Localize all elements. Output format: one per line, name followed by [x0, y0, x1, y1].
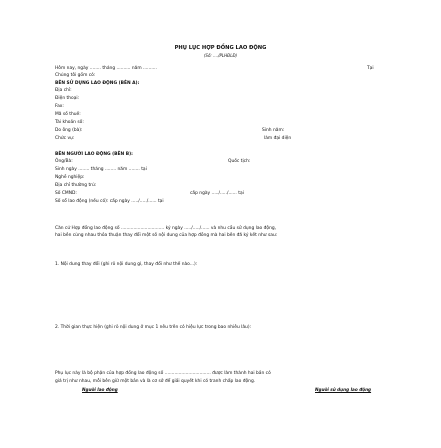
employee-field: Số sổ lao động (nếu có): cấp ngày ...../...../...... tại	[55, 199, 164, 204]
employee-signature-label: Người lao động	[82, 387, 118, 392]
employee-field: Sinh ngày ........ tháng ........ năm ........ tại	[55, 167, 147, 172]
employer-field: Chức vụ:	[55, 136, 75, 141]
place-label: Tại	[367, 66, 374, 71]
birth-year-label: Sinh năm:	[262, 128, 285, 133]
closing-paragraph: Phụ lục này là bộ phận của hợp đồng lao động số ................................. được làm thành hai bản có	[55, 371, 271, 376]
closing-paragraph: giá trị như nhau, mỗi bên giữ một bản và là cơ sở để giải quyết khi có tranh chấp lao động.	[55, 379, 256, 384]
change-content-item: 1. Nội dung thay đổi (ghi rõ nội dung gì, thay đổi như thế nào...):	[55, 262, 198, 267]
date-line: Hôm nay, ngày ........ tháng .......... năm ..........	[55, 66, 157, 71]
employee-field: Số CMND:	[55, 191, 77, 196]
document-number: (Số: ..../PLHĐLĐ)	[203, 53, 238, 58]
employer-field: Do ông (bà):	[55, 128, 83, 133]
employee-field: Nghề nghiệp:	[55, 175, 85, 180]
employer-field: Địa chỉ:	[55, 88, 72, 93]
employee-heading: BÊN NGƯỜI LAO ĐỘNG (BÊN B):	[55, 152, 133, 157]
basis-paragraph: hai bên cùng nhau thỏa thuận thay đổi một số nội dung của hợp đồng mà hai bên đã ký kết như sau:	[55, 233, 278, 238]
employer-signature-label: Người sử dụng lao động	[315, 387, 372, 392]
employer-field: Mã số thuế:	[55, 112, 81, 117]
employer-field: Điện thoại:	[55, 96, 80, 101]
employee-field: Địa chỉ thường trú:	[55, 183, 97, 188]
intro-text: Chúng tôi gồm có:	[55, 73, 96, 78]
employer-field: Tài khoản số:	[55, 120, 84, 125]
employee-field: Ông/Bà:	[55, 159, 73, 164]
representative-label: làm đại diện	[264, 136, 292, 141]
employer-field: Fax:	[55, 104, 64, 109]
basis-paragraph: Căn cứ Hợp đồng lao động số ............................... ký ngày ...../...../...... và nhu cầu sử dụng lao động,	[55, 226, 277, 231]
duration-item: 2. Thời gian thực hiện (ghi rõ nội dung ở mục 1 nêu trên có hiệu lực trong bao nhiêu lâu):	[55, 325, 252, 330]
issued-label: cấp ngày ...../...../...... tại	[190, 191, 244, 196]
employer-heading: BÊN SỬ DỤNG LAO ĐỘNG (BÊN A):	[55, 81, 140, 86]
document-title: PHỤ LỤC HỢP ĐỒNG LAO ĐỘNG	[174, 45, 267, 51]
nationality-label: Quốc tịch:	[228, 159, 251, 164]
